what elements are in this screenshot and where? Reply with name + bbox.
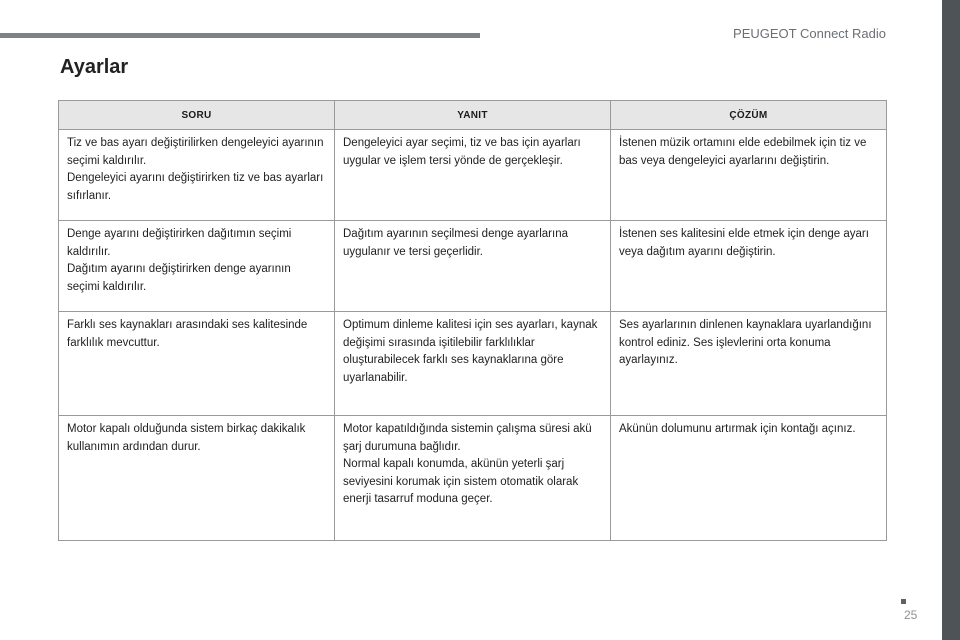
answer-cell [335,416,611,541]
answer-text: Motor kapatıldığında sistemin çalışma süresi akü şarj durumuna bağlıdır. [343,423,592,453]
question-text: Farklı ses kaynakları arasındaki ses kalitesinde farklılık mevcuttur. [67,319,308,349]
solution-cell [611,416,887,541]
answer-text: Optimum dinleme kalitesi için ses ayarları, kaynak değişimi sırasında işitilebilir farklılıklar oluşturabilecek farklı ses kaynaklarına göre uyarlanabilir. [343,319,598,384]
answer-text: Normal kapalı konumda, akünün yeterli şarj seviyesini korumak için sistem otomatik olarak enerji tasarruf moduna geçer. [343,458,579,505]
section-label: PEUGEOT Connect Radio [733,26,886,41]
answer-cell [335,312,611,416]
question-cell [59,416,335,541]
table-row [59,416,887,541]
header-rule [0,33,480,38]
question-cell [59,312,335,416]
solution-cell [611,312,887,416]
table-row [59,312,887,416]
question-cell [59,130,335,221]
question-text: Denge ayarını değiştirirken dağıtımın seçimi kaldırılır. [67,228,292,258]
question-text: Tiz ve bas ayarı değiştirilirken dengeleyici ayarının seçimi kaldırılır. [67,137,324,167]
solution-text: Akünün dolumunu artırmak için kontağı açınız. [619,423,856,435]
question-text: Dengeleyici ayarını değiştirirken tiz ve bas ayarları sıfırlanır. [67,172,324,202]
table-row [59,130,887,221]
answer-cell [335,221,611,312]
continue-marker [901,599,906,604]
table-header-row [59,101,887,130]
answer-text: Dağıtım ayarının seçilmesi denge ayarlarına uygulanır ve tersi geçerlidir. [343,228,568,258]
solution-cell [611,130,887,221]
page-title: Ayarlar [60,56,129,78]
side-band [942,0,960,640]
table-row [59,221,887,312]
solution-text: İstenen müzik ortamını elde edebilmek için tiz ve bas veya dengeleyici ayarlarını değiştirin. [619,137,867,167]
solution-text: Ses ayarlarının dinlenen kaynaklara uyarlandığını kontrol ediniz. Ses işlevlerini orta konuma ayarlayınız. [619,319,872,366]
solution-text: İstenen ses kalitesini elde etmek için denge ayarı veya dağıtım ayarını değiştirin. [619,228,869,258]
faq-table [58,100,887,541]
answer-cell [335,130,611,221]
solution-cell [611,221,887,312]
question-cell [59,221,335,312]
column-header-solution: ÇÖZÜM [611,101,887,130]
question-text: Motor kapalı olduğunda sistem birkaç dakikalık kullanımın ardından durur. [67,423,306,453]
page-number: 25 [904,608,918,622]
column-header-question: SORU [59,101,335,130]
answer-text: Dengeleyici ayar seçimi, tiz ve bas için ayarları uygular ve işlem tersi yönde de gerçekleşir. [343,137,581,167]
question-text: Dağıtım ayarını değiştirirken denge ayarının seçimi kaldırılır. [67,263,291,293]
column-header-answer: YANIT [335,101,611,130]
